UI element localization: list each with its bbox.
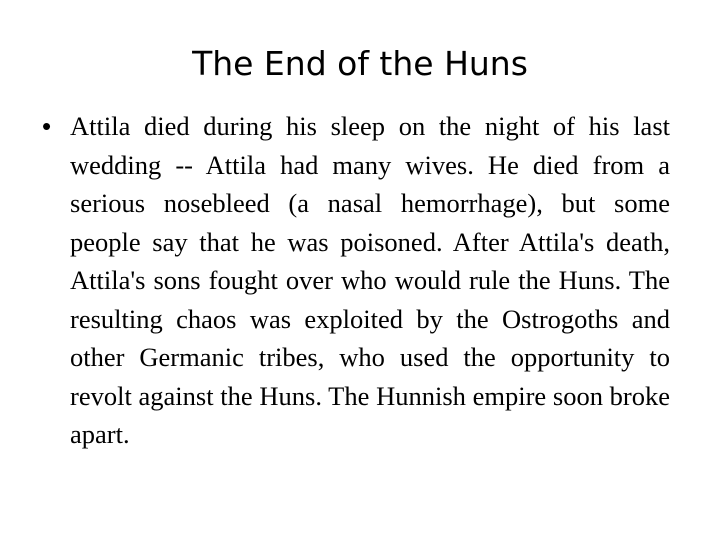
bullet-text: Attila died during his sleep on the night of his last wedding -- Attila had many wives. He died from a serious nosebleed (a nasal hemorrhage), but some people say that he was poisoned. After Attila's death, Attila's sons fought over who would rule the Huns. The resulting chaos was exploited by the Ostrogoths and other Germanic tribes, who used the opportunity to revolt against the Huns. The Hunnish empire soon broke apart. (70, 111, 670, 449)
slide-title: The End of the Huns (192, 44, 528, 83)
bullet-dot-icon: • (42, 111, 52, 141)
